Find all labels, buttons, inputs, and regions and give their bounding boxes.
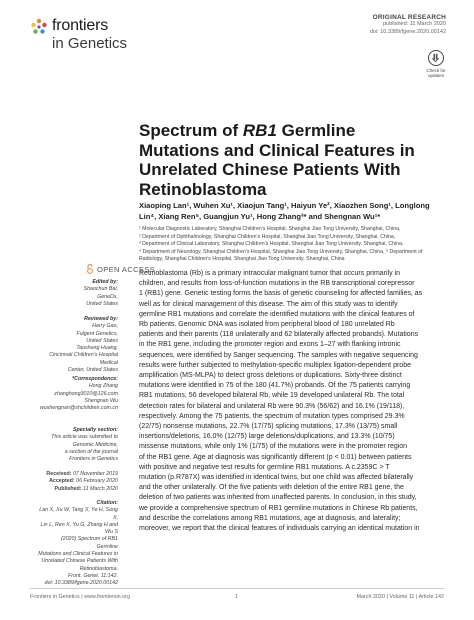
abstract-line: results were further subjected to methylation-specific multiplex ligation-dependent probe bbox=[139, 361, 411, 369]
specialty-line: a section of the journal bbox=[64, 448, 118, 455]
abstract-line: well as for clinical management of this disease. The aim of this study was to identify bbox=[139, 300, 398, 308]
received-label: Received: bbox=[46, 471, 72, 477]
published-date: published: 11 March 2020 bbox=[383, 21, 446, 27]
abstract-line: deletion of two patients was inherited from unaffected parents. In conclusion, in this study, bbox=[139, 494, 417, 502]
citation-heading: Citation: bbox=[96, 500, 118, 506]
reviewer-line: United States bbox=[86, 337, 118, 344]
citation-line: Mutations and Clinical Features in bbox=[38, 551, 118, 558]
page-number: 1 bbox=[235, 594, 238, 600]
editor-line: Shaochun Bai, bbox=[83, 286, 118, 293]
doi[interactable]: doi: 10.3389/fgene.2020.00142 bbox=[369, 28, 446, 35]
sidebar-edited bbox=[38, 279, 118, 308]
reviewed-heading: Reviewed by: bbox=[84, 316, 118, 322]
journal-section: in Genetics bbox=[52, 35, 128, 52]
correspondence-heading: *Correspondence: bbox=[72, 376, 118, 382]
sidebar-reviewed bbox=[38, 316, 118, 374]
published-date-sidebar bbox=[38, 486, 118, 493]
edited-heading: Edited by: bbox=[92, 279, 118, 285]
journal-brand: frontiers bbox=[52, 17, 108, 34]
abstract-line: amplification (MS-MLPA) to detect gross deletions or duplications. Sixty-three distinct bbox=[139, 372, 402, 380]
sidebar-dates bbox=[38, 471, 118, 493]
title-part-2: Germline Mutations and Clinical Features in Unrelated Chinese Patients With Retinoblastoma bbox=[139, 121, 415, 199]
badge-label: Check for updates bbox=[426, 68, 446, 78]
specialty-heading: Specialty section: bbox=[72, 427, 118, 433]
correspondent-name: Hong Zhang bbox=[88, 383, 118, 390]
footer-divider bbox=[30, 588, 444, 589]
article-meta bbox=[276, 14, 446, 36]
abstract-line: Retinoblastoma (Rb) is a primary intraocular malignant tumor that occurs primarily in bbox=[139, 270, 401, 277]
sidebar-specialty bbox=[38, 427, 118, 463]
affiliations bbox=[139, 226, 444, 264]
abstract-line: missense mutations, while only 1% (1/75) of the mutations were in the promoter region bbox=[139, 443, 408, 451]
accepted-label: Accepted: bbox=[49, 478, 75, 485]
reviewer-line: Center, United States bbox=[67, 367, 118, 374]
abstract-line: mutation (p.R787X) was identified in identical twins, but one child was affected bilaterally bbox=[139, 474, 414, 482]
affiliation: ² Department of Ophthalmology, Shanghai Children’s Hospital, Shanghai Jiao Tong University, Shanghai, China, bbox=[139, 233, 396, 240]
abstract-line: germline RB1 mutations and correlate the identified mutations with the clinical features of bbox=[139, 310, 415, 318]
editor-line: GeneDx, bbox=[97, 293, 118, 300]
abstract-line: mutations were identified in 75 of the 180 (41.7%) probands. Of the 75 patients carrying bbox=[139, 382, 411, 390]
reviewer-line: Harry Gao, bbox=[92, 323, 118, 330]
specialty-line: This article was submitted to bbox=[51, 434, 118, 441]
article-type: ORIGINAL RESEARCH bbox=[372, 14, 446, 21]
abstract-line: detection rates for bilateral and unilateral Rb were 90.3% (56/62) and 16.1% (19/118), bbox=[139, 402, 405, 410]
abstract-line: moreover, we report that the clinical features of individuals carrying an identical mutation in bbox=[139, 525, 420, 533]
accepted-date bbox=[38, 478, 118, 485]
title-part-1: Spectrum of bbox=[139, 121, 243, 140]
published-label: Published: bbox=[54, 485, 82, 492]
received-date bbox=[38, 471, 118, 478]
abstract-line: we provide a comprehensive spectrum of RB1 germline mutations in Chinese Rb patients, bbox=[139, 504, 418, 512]
citation-line: Front. Genet. 11:142. bbox=[68, 572, 118, 579]
specialty-line: Frontiers in Genetics bbox=[69, 456, 118, 463]
journal-logo[interactable] bbox=[30, 16, 170, 56]
accepted-value: 06 February 2020 bbox=[76, 478, 118, 485]
citation-line: Lan X, Xu W, Tang X, Ye H, Song X, bbox=[39, 507, 118, 521]
published-value: 11 March 2020 bbox=[83, 485, 118, 492]
updates-icon bbox=[428, 50, 444, 66]
abstract-line: and the other unilaterally. Of the five patients with deletion of the entire RB1 gene, the bbox=[139, 484, 404, 492]
open-lock-icon bbox=[86, 264, 94, 274]
abstract-line: insertions/deletions, 16.0% (12/75) large deletions/duplications, and 13.3% (10/75) bbox=[139, 433, 395, 441]
editor-line: United States bbox=[86, 300, 118, 307]
abstract-line: children, and results from loss-of-function mutations in the RB transcriptional corepressor bbox=[139, 280, 415, 288]
abstract-line: 1 (RB1) gene. Genetic testing forms the basis of genetic counseling for affected families, as bbox=[139, 290, 423, 298]
abstract-line: of the RB1 gene. Age at diagnosis was significantly different (p < 0.01) between patients bbox=[139, 453, 412, 461]
frontiers-logo-icon bbox=[30, 18, 48, 36]
open-access-text: OPEN ACCESS bbox=[97, 265, 156, 274]
abstract-line: sequences, were identified by Sanger sequencing. The samples with negative sequencing bbox=[139, 351, 418, 359]
citation-line: Retinoblastoma. bbox=[79, 565, 118, 572]
sidebar-citation bbox=[38, 500, 118, 588]
citation-line: (2020) Spectrum of RB1 Germline bbox=[60, 536, 118, 550]
article-title bbox=[139, 121, 439, 199]
reviewer-line: Fulgent Genetics, bbox=[76, 330, 118, 337]
sidebar-correspondence bbox=[38, 376, 118, 412]
citation-line: Unrelated Chinese Patients With bbox=[41, 558, 118, 565]
citation-doi[interactable]: doi: 10.3389/fgene.2020.00142 bbox=[44, 580, 118, 587]
affiliation: ³ Department of Clinical Laboratory, Shanghai Children’s Hospital, Shanghai Jiao Tong University, Shanghai, China, bbox=[139, 241, 404, 247]
received-value: 07 November 2019 bbox=[72, 471, 118, 477]
abstract-line: respectively. Among the 75 patients, the spectrum of mutation types comprised 29.3% bbox=[139, 412, 405, 420]
affiliation: ⁴ Department of Neurology, Shanghai Children’s Hospital, Shanghai Jiao Tong University, Shanghai, China, ⁵ Department of Radiology, Shanghai Children’s Hospital, Shanghai Jiao Tong University, Shanghai, China bbox=[139, 248, 423, 262]
specialty-line: Genomic Medicine, bbox=[72, 441, 118, 448]
correspondent-email[interactable]: zhanghong3010@126.com bbox=[54, 390, 118, 397]
abstract-line: RB1 mutations, 56 developed bilateral Rb, while 19 developed unilateral Rb. The total bbox=[139, 392, 405, 400]
abstract-line: Rb patients. Genomic DNA was isolated from peripheral blood of 180 unrelated Rb bbox=[139, 321, 395, 329]
title-gene: RB1 bbox=[242, 121, 277, 140]
abstract-line: patients and their parents (118 unilaterally and 62 bilaterally affected probands). Mutations bbox=[139, 331, 419, 339]
citation-line: Lin L, Ren X, Yu G, Zhang H and Wu S bbox=[40, 521, 118, 536]
abstract-line: in the RB1 gene, including the promoter region and exons 1–27 with flanking intronic bbox=[139, 341, 401, 349]
footer-journal-link[interactable]: Frontiers in Genetics | www.frontiersin.org bbox=[30, 594, 130, 600]
check-for-updates-badge[interactable] bbox=[426, 50, 446, 78]
footer-issue: March 2020 | Volume 11 | Article 142 bbox=[356, 594, 444, 600]
affiliation: ¹ Molecular Diagnostic Laboratory, Shanghai Children’s Hospital, Shanghai Jiao Tong University, Shanghai, China, bbox=[139, 226, 401, 232]
reviewer-line: Taosheng Huang, bbox=[76, 345, 118, 352]
reviewer-line: Cincinnati Children’s Hospital Medical bbox=[49, 352, 118, 366]
correspondent-email[interactable]: wushengnan@shchildren.com.cn bbox=[39, 405, 118, 412]
abstract-line: with positive and negative test results for germline RB1 mutations. A c.2359C > T bbox=[139, 463, 390, 471]
abstract-line: and describe the correlations among RB1 mutations, age at diagnosis, and laterality; bbox=[139, 514, 401, 522]
author-list[interactable]: Xiaoping Lan¹, Wuhen Xu¹, Xiaojun Tang¹, Haiyun Ye², Xiaozhen Song¹, Longlong Lin⁴, Xiang Ren⁵, Guangjun Yu¹, Hong Zhang³* and Shengnan Wu¹* bbox=[139, 201, 430, 221]
correspondent-name: Shengnan Wu bbox=[84, 397, 118, 404]
abstract-line: (22/75) nonsense mutations, 22.7% (17/75) splicing mutations, 17.3% (13/75) small bbox=[139, 423, 398, 431]
abstract bbox=[139, 269, 444, 534]
